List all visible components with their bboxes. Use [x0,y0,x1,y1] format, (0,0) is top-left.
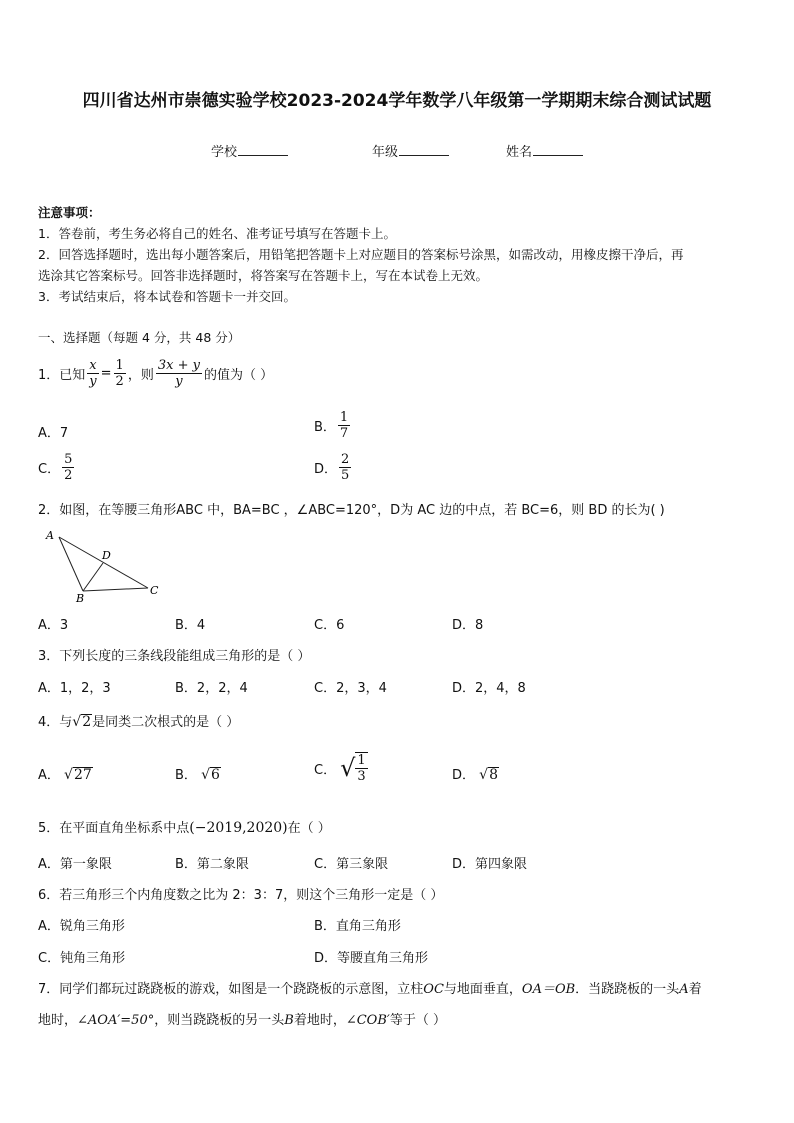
question-4: 4．与√2是同类二次根式的是（ ） [38,714,240,730]
question-5: 5．在平面直角坐标系中点(−2019,2020)在（ ） [38,820,331,836]
option-a: A．7 [38,426,69,441]
option-c: C．2，3，4 [314,681,387,696]
option-a: A． √27 [38,767,92,783]
option-a: A．3 [38,618,69,633]
name-field: 姓名 [506,141,583,160]
school-field: 学校 [211,141,288,160]
option-d: D． √8 [452,767,498,783]
option-c: C． √ $\frac{1}{3}$ [314,753,366,784]
label-c: C [150,584,159,597]
edge-ac [59,537,148,588]
notice-item: 2．回答选择题时，选出每小题答案后，用铅笔把答题卡上对应题目的答案标号涂黑，如需改动，用橡皮擦干净后，再 [38,247,684,262]
notice-item: 选涂其它答案标号。回答非选择题时，将答案写在答题卡上，写在本试卷上无效。 [38,268,489,283]
question-6: 6．若三角形三个内角度数之比为 2：3：7，则这个三角形一定是（ ） [38,888,444,903]
question-1: 1．已知 $\frac{x}{y}$ = $\frac{1}{2}$ ，则 $\frac{3x + y}{y}$ 的值为（ ） [38,358,274,389]
option-d: D．8 [452,618,484,633]
question-7-line-2: 地时，∠AOA′=50°，则当跷跷板的另一头B着地时，∠COB′等于（ ） [38,1013,446,1028]
edge-ab [59,537,83,591]
option-b: B．2，2，4 [175,681,248,696]
option-c: C．第三象限 [314,857,389,872]
option-b: B． √6 [175,767,220,783]
option-c: C．钝角三角形 [38,951,126,966]
page-title: 四川省达州市崇德实验学校2023-2024学年数学八年级第一学期期末综合测试试题 [82,91,712,111]
notice-item: 3．考试结束后，将本试卷和答题卡一并交回。 [38,289,296,304]
label-b: B [76,592,85,604]
edge-bc [83,588,148,591]
edge-bd [83,563,103,591]
option-b: B．直角三角形 [314,919,401,934]
option-b: B． $\frac{1}{7}$ [314,410,349,441]
notice-heading: 注意事项： [38,205,101,220]
option-d: D． $\frac{2}{5}$ [314,452,350,483]
triangle-figure [40,526,170,604]
question-2: 2．如图，在等腰三角形ABC 中，BA=BC ，∠ABC=120°，D为 AC 边的中点，若 BC=6，则 BD 的长为( ) [38,503,665,518]
option-d: D．等腰直角三角形 [314,951,429,966]
option-c: C． $\frac{5}{2}$ [38,452,73,483]
option-a: A．第一象限 [38,857,112,872]
option-c: C．6 [314,618,345,633]
label-a: A [46,529,54,542]
option-b: B．4 [175,618,206,633]
grade-field: 年级 [372,141,449,160]
question-7-line-1: 7．同学们都玩过跷跷板的游戏，如图是一个跷跷板的示意图，立柱OC与地面垂直，OA＝OB．当跷跷板的一头A着 [38,982,702,997]
option-d: D．第四象限 [452,857,528,872]
section-heading: 一、选择题（每题 4 分，共 48 分） [38,330,241,345]
option-b: B．第二象限 [175,857,249,872]
notice-item: 1．答卷前，考生务必将自己的姓名、准考证号填写在答题卡上。 [38,226,396,241]
option-a: A．1，2，3 [38,681,111,696]
option-d: D．2，4，8 [452,681,526,696]
question-3: 3．下列长度的三条线段能组成三角形的是（ ） [38,649,311,664]
label-d: D [102,549,111,562]
option-a: A．锐角三角形 [38,919,125,934]
